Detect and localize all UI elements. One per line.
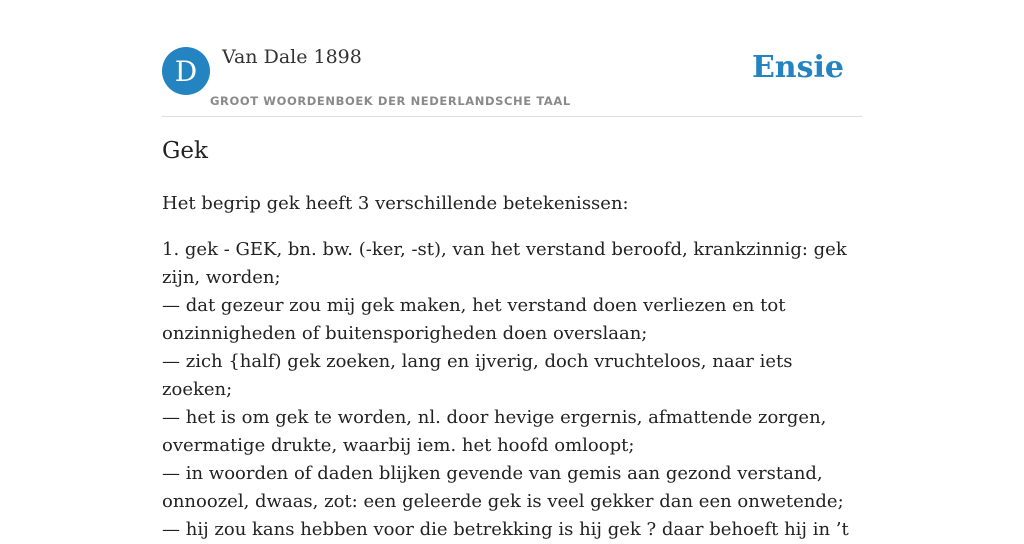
- page-header: [162, 44, 862, 117]
- definition-line: — hij zou kans hebben voor die betrekking is hij gek ? daar behoeft hij in ’t: [162, 519, 849, 540]
- source-logo-icon[interactable]: [162, 47, 210, 95]
- brand-logo-link[interactable]: Ensie: [751, 50, 844, 85]
- definition-line: — dat gezeur zou mij gek maken, het verstand doen verliezen en tot onzinnigheden of buitensporigheden doen overslaan;: [162, 295, 786, 344]
- definition-block: [162, 236, 862, 544]
- definition-line: — het is om gek te worden, nl. door hevige ergernis, afmattende zorgen, overmatige drukte, waarbij iem. het hoofd omloopt;: [162, 407, 827, 456]
- article-content: [162, 138, 862, 544]
- definition-line: — in woorden of daden blijken gevende van gemis aan gezond verstand, onnoozel, dwaas, zot: een geleerde gek is veel gekker dan een onwetende;: [162, 463, 844, 512]
- definition-line: 1. gek - GEK, bn. bw. (-ker, -st), van het verstand beroofd, krankzinnig: gek zijn, worden;: [162, 239, 847, 288]
- source-subtitle: GROOT WOORDENBOEK DER NEDERLANDSCHE TAAL: [210, 94, 571, 108]
- intro-text: Het begrip gek heeft 3 verschillende betekenissen:: [162, 193, 629, 214]
- source-title[interactable]: Van Dale 1898: [222, 46, 362, 68]
- source-logo-letter: D: [174, 54, 198, 88]
- page-title: Gek: [162, 138, 208, 164]
- definition-line: — zich {half) gek zoeken, lang en ijverig, doch vruchteloos, naar iets zoeken;: [162, 351, 793, 400]
